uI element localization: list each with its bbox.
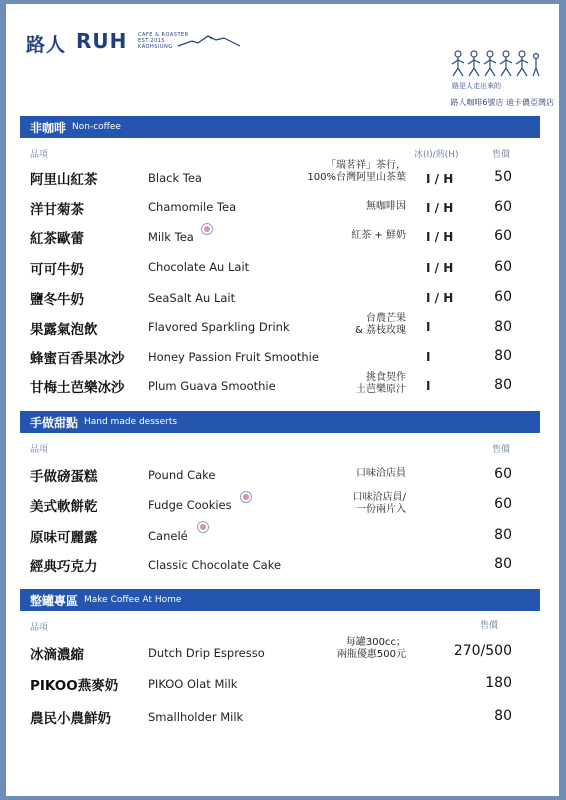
item-note-line-2: 100%台灣阿里山茶葉	[307, 172, 406, 183]
item-ice-hot: I / H	[426, 230, 454, 244]
item-note-line-1: 每罐300cc；	[345, 637, 406, 648]
mountain-icon	[178, 34, 240, 48]
section-title-en: Non-coffee	[72, 122, 121, 132]
item-name-en: Fudge Cookies	[148, 498, 232, 512]
item-note	[307, 160, 406, 184]
item-price: 80	[494, 708, 512, 724]
item-name-en: Dutch Drip Espresso	[148, 646, 265, 660]
item-name-zh: 手做磅蛋糕	[30, 469, 98, 485]
item-name-zh: 洋甘菊茶	[30, 202, 84, 218]
item-price: 60	[494, 199, 512, 215]
item-name-en: Honey Passion Fruit Smoothie	[148, 350, 319, 364]
item-name-zh: 原味可麗露	[30, 530, 98, 546]
item-ice-hot: I	[426, 350, 431, 364]
item-name-en: Classic Chocolate Cake	[148, 558, 282, 572]
item-name-en: Black Tea	[148, 171, 202, 185]
item-price: 60	[494, 289, 512, 305]
item-price: 180	[485, 675, 512, 691]
column-header-price: 售價	[492, 445, 511, 455]
item-note-line-1: 口味洽店員	[356, 468, 406, 479]
item-price: 80	[494, 527, 512, 543]
item-price: 80	[494, 348, 512, 364]
svg-text:路是人走出來的: 路是人走出來的	[452, 82, 501, 90]
section-bar-home	[20, 589, 540, 611]
item-ice-hot: I / H	[426, 201, 454, 215]
item-name-zh: PIKOO燕麥奶	[30, 678, 119, 694]
logo-tagline-3: KAOHSIUNG	[138, 44, 173, 50]
section-title-zh: 非咖啡	[30, 121, 67, 135]
recommend-badge-icon	[201, 223, 213, 235]
item-note	[351, 230, 406, 242]
item-note-line-1: 口味洽店員/	[352, 492, 406, 503]
item-price: 80	[494, 556, 512, 572]
section-title-zh: 手做甜點	[30, 416, 79, 430]
item-note-line-1: 「瑞茗祥」茶行，	[326, 160, 406, 171]
column-header-item: 品項	[30, 445, 49, 455]
item-price: 60	[494, 496, 512, 512]
item-name-zh: 甘梅土芭樂冰沙	[30, 380, 125, 396]
item-price: 80	[494, 377, 512, 393]
item-name-zh: 冰滴濃縮	[30, 647, 84, 663]
item-ice-hot: I / H	[426, 172, 454, 186]
item-name-en: Milk Tea	[148, 230, 194, 244]
item-note-line-1: 紅茶 + 鮮奶	[351, 230, 406, 241]
logo-english: RUH	[76, 29, 128, 53]
item-note	[356, 468, 406, 480]
item-note	[355, 313, 406, 337]
item-price: 60	[494, 466, 512, 482]
logo-tagline-2: EST.2015	[138, 38, 166, 44]
item-name-en: Chocolate Au Lait	[148, 260, 250, 274]
item-name-zh: 經典巧克力	[30, 559, 98, 575]
item-note-line-2: 一份兩片入	[356, 504, 406, 515]
item-name-zh: 阿里山紅茶	[30, 172, 98, 188]
recommend-badge-icon	[197, 521, 209, 533]
item-name-en: Canelé	[148, 529, 188, 543]
item-name-en: Chamomile Tea	[148, 200, 237, 214]
item-name-en: Smallholder Milk	[148, 710, 244, 724]
logo-tagline-1: CAFE & ROASTER	[138, 32, 189, 38]
item-name-zh: 蜂蜜百香果冰沙	[30, 351, 125, 367]
item-name-zh: 紅茶歐蕾	[30, 231, 84, 247]
item-note	[337, 637, 406, 661]
column-header-price: 售價	[492, 150, 511, 160]
item-note-line-1: 挑食契作	[366, 372, 406, 383]
item-note-line-2: 土芭樂原汁	[356, 384, 406, 395]
item-price: 60	[494, 259, 512, 275]
section-bar-desserts	[20, 411, 540, 433]
item-name-zh: 鹽冬牛奶	[30, 292, 84, 308]
item-price: 60	[494, 228, 512, 244]
item-name-zh: 農民小農鮮奶	[30, 711, 111, 727]
section-title-en: Hand made desserts	[84, 417, 178, 427]
item-ice-hot: I / H	[426, 291, 454, 305]
section-title-zh: 整罐專區	[30, 594, 79, 608]
column-header-item: 品項	[30, 150, 49, 160]
item-name-en: Plum Guava Smoothie	[148, 379, 276, 393]
item-note-line-1: 無咖啡因	[366, 201, 406, 212]
item-note-line-2: & 荔枝玫瑰	[355, 325, 406, 336]
item-ice-hot: I	[426, 379, 431, 393]
item-ice-hot: I	[426, 320, 431, 334]
item-name-zh: 果露氣泡飲	[30, 322, 98, 338]
item-note	[353, 492, 406, 516]
item-name-en: Pound Cake	[148, 468, 216, 482]
recommend-badge-icon	[240, 491, 252, 503]
item-note	[356, 372, 406, 396]
item-price: 270/500	[453, 643, 512, 659]
logo-chinese: 路人	[26, 34, 67, 56]
item-price: 80	[494, 319, 512, 335]
item-name-zh: 美式軟餅乾	[30, 499, 98, 515]
item-note-line-1: 台農芒果	[366, 313, 406, 324]
item-price: 50	[494, 169, 512, 185]
column-header-ice-hot: 冰(I)/熱(H)	[414, 150, 459, 160]
item-name-en: PIKOO Olat Milk	[148, 677, 238, 691]
walking-people-illustration	[448, 48, 544, 92]
store-info: 路人咖啡6號店 迪卡儂亞灣店	[450, 98, 554, 107]
item-name-zh: 可可牛奶	[30, 262, 84, 278]
column-header-item: 品項	[30, 623, 49, 633]
section-bar-non-coffee	[20, 116, 540, 138]
item-ice-hot: I / H	[426, 261, 454, 275]
column-header-price: 售價	[480, 621, 499, 631]
item-note	[366, 201, 406, 213]
item-name-en: SeaSalt Au Lait	[148, 291, 236, 305]
section-title-en: Make Coffee At Home	[84, 595, 182, 605]
item-name-en: Flavored Sparkling Drink	[148, 320, 290, 334]
item-note-line-2: 兩瓶優惠500元	[336, 649, 406, 660]
